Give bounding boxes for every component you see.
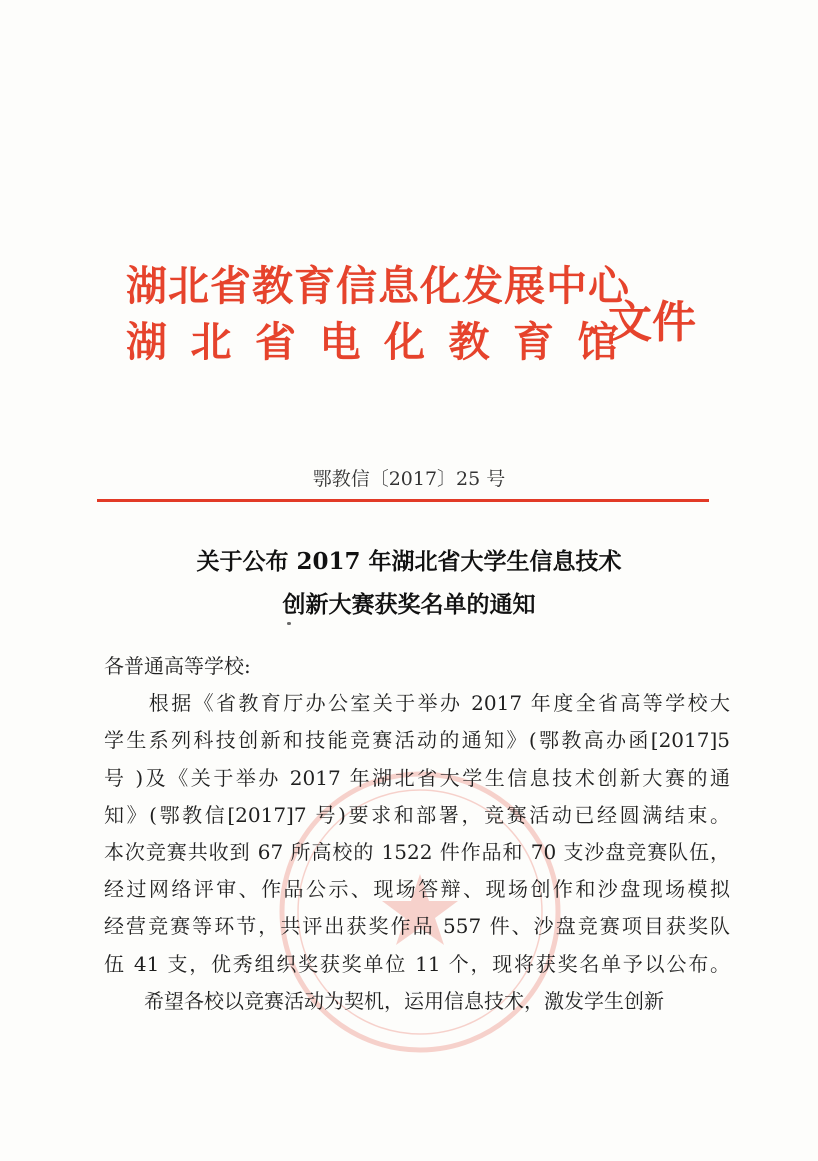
dot-mark [287,622,291,625]
title-line-2: 创新大赛获奖名单的通知 [282,591,536,618]
body-line: 经过网络评审、作品公示、现场答辩、现场创作和沙盘现场模拟 [104,877,730,902]
body-line: 伍 41 支，优秀组织奖获奖单位 11 个，现将获奖名单予以公布。 [104,951,730,976]
document-title [0,540,818,626]
issuer-line-1: 湖北省教育信息化发展中心 [126,262,630,310]
red-divider [97,499,709,502]
issuer-header [126,258,716,378]
title-line-1: 关于公布 2017 年湖北省大学生信息技术 [196,548,622,575]
body-line: 根据《省教育厅办公室关于举办 2017 年度全省高等学校大 [104,691,730,716]
body-line: 本次竞赛共收到 67 所高校的 1522 件作品和 70 支沙盘竞赛队伍， [104,840,730,865]
body-line: 号 )及《关于举办 2017 年湖北省大学生信息技术创新大赛的通 [104,765,730,790]
body-line: 学生系列科技创新和技能竞赛活动的通知》(鄂教高办函[2017]5 [104,728,730,753]
issuer-names [126,258,642,370]
document-number: 鄂教信〔2017〕25 号 [312,468,506,490]
salutation: 各普通高等学校: [104,654,251,678]
body-line: 希望各校以竞赛活动为契机，运用信息技术，激发学生创新 [104,988,664,1013]
document-body [104,648,730,1020]
issuer-line-2: 湖北省电化教育馆 [126,318,642,366]
body-line: 知》(鄂教信[2017]7 号)要求和部署，竞赛活动已经圆满结束。 [104,802,730,827]
document-type: 文件 [608,297,696,348]
body-line: 经营竞赛等环节，共评出获奖作品 557 件、沙盘竞赛项目获奖队 [104,914,730,939]
